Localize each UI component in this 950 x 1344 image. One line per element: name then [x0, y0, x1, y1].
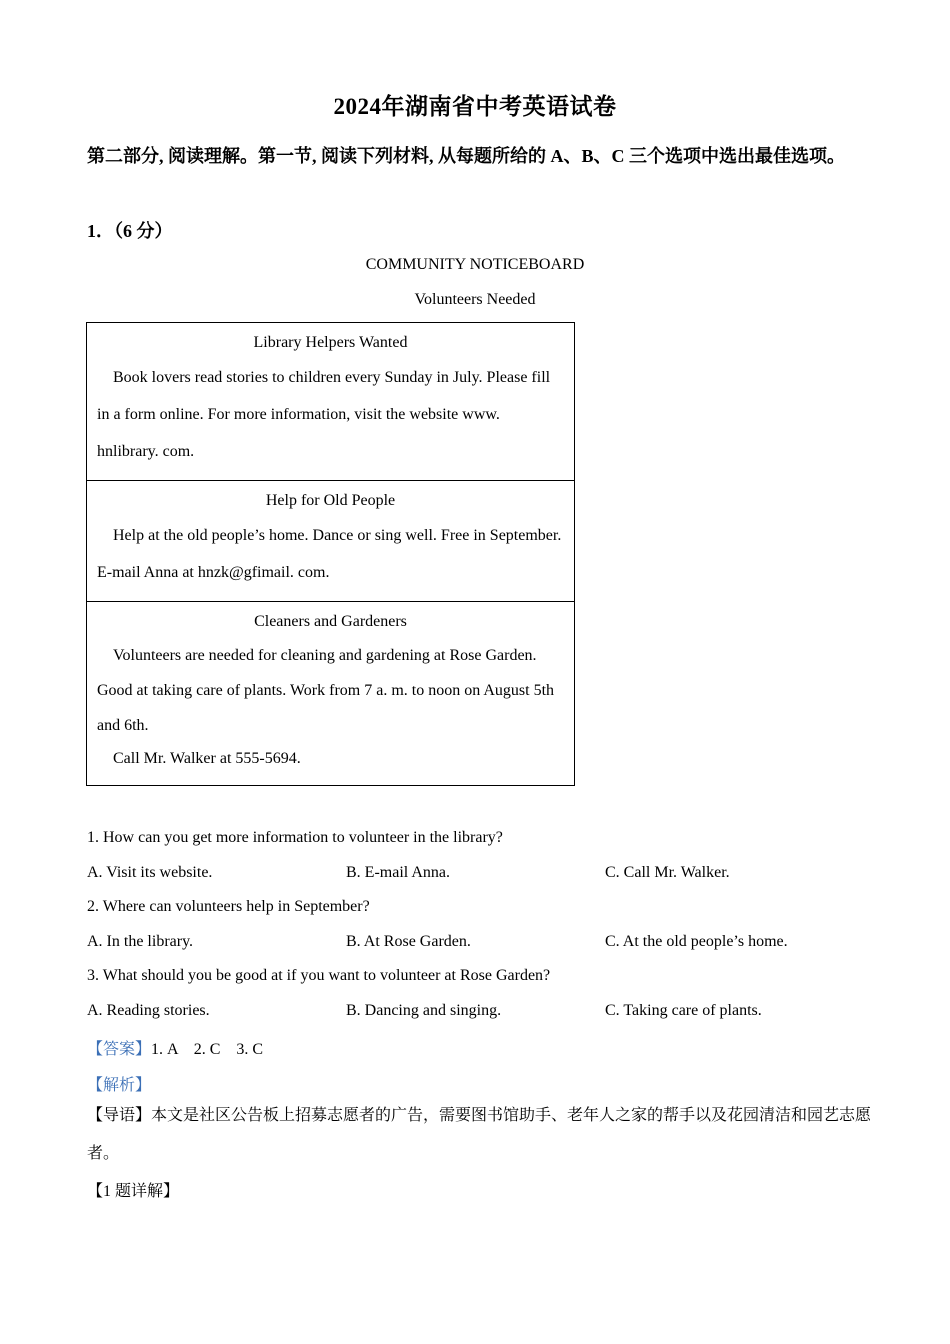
answer-line [87, 1036, 263, 1059]
subheading-text: Volunteers Needed [414, 291, 536, 308]
q2-option-c: C. At the old people’s home. [605, 933, 788, 950]
q2-option-b: B. At Rose Garden. [346, 933, 471, 950]
q1-option-a: A. Visit its website. [87, 864, 213, 881]
notice-body: Book lovers read stories to children every Sunday in July. Please fill in a form online. For more information, visit the website www. hnlibrary. com. [97, 369, 551, 460]
analysis-tag: 【解析】 [87, 1077, 152, 1094]
noticeboard-subheading [0, 291, 950, 309]
q1-option-c: C. Call Mr. Walker. [605, 864, 730, 881]
question-2: 2. Where can volunteers help in September? [87, 898, 370, 915]
notice-cell [87, 323, 575, 481]
guide-paragraph: 【导语】本文是社区公告板上招募志愿者的广告，需要图书馆助手、老年人之家的帮手以及花园清洁和园艺志愿者。 [87, 1107, 872, 1162]
notice-row-library [87, 323, 575, 481]
notice-row-gardeners [87, 602, 575, 786]
notice-extra: Call Mr. Walker at 555-5694. [113, 750, 301, 767]
detail-heading: 【1 题详解】 [87, 1183, 180, 1200]
q3-option-c: C. Taking care of plants. [605, 1002, 762, 1019]
notice-title: Help for Old People [265, 492, 396, 509]
question-number: 1．（6 分） [87, 221, 173, 241]
q2-option-a: A. In the library. [87, 933, 194, 950]
notice-cell [87, 602, 575, 786]
noticeboard-heading: COMMUNITY NOTICEBOARD [365, 256, 585, 273]
notice-row-old-people [87, 481, 575, 602]
answer-tag: 【答案】 [87, 1041, 152, 1058]
notice-title: Library Helpers Wanted [253, 334, 408, 351]
q3-option-a: A. Reading stories. [87, 1002, 210, 1019]
notice-title: Cleaners and Gardeners [254, 613, 407, 630]
notice-body: Help at the old people’s home. Dance or sing well. Free in September. E-mail Anna at hnzk@gfimail. com. [97, 527, 562, 581]
q3-option-b: B. Dancing and singing. [346, 1002, 502, 1019]
page-title: 2024年湖南省中考英语试卷 [333, 94, 617, 119]
section-heading: 第二部分, 阅读理解。第一节, 阅读下列材料, 从每题所给的 A、B、C 三个选项中选出最佳选项。 [87, 146, 845, 166]
question-3: 3. What should you be good at if you want to volunteer at Rose Garden? [87, 967, 551, 984]
noticeboard-table [86, 322, 575, 786]
answer-text: 1. A 2. C 3. C [151, 1041, 264, 1058]
question-1: 1. How can you get more information to volunteer in the library? [87, 829, 503, 846]
q1-option-b: B. E-mail Anna. [346, 864, 450, 881]
notice-cell [87, 481, 575, 602]
notice-body: Volunteers are needed for cleaning and gardening at Rose Garden. Good at taking care of plants. Work from 7 a. m. to noon on August 5th and 6th. [97, 647, 555, 734]
analysis-line [87, 1072, 151, 1095]
